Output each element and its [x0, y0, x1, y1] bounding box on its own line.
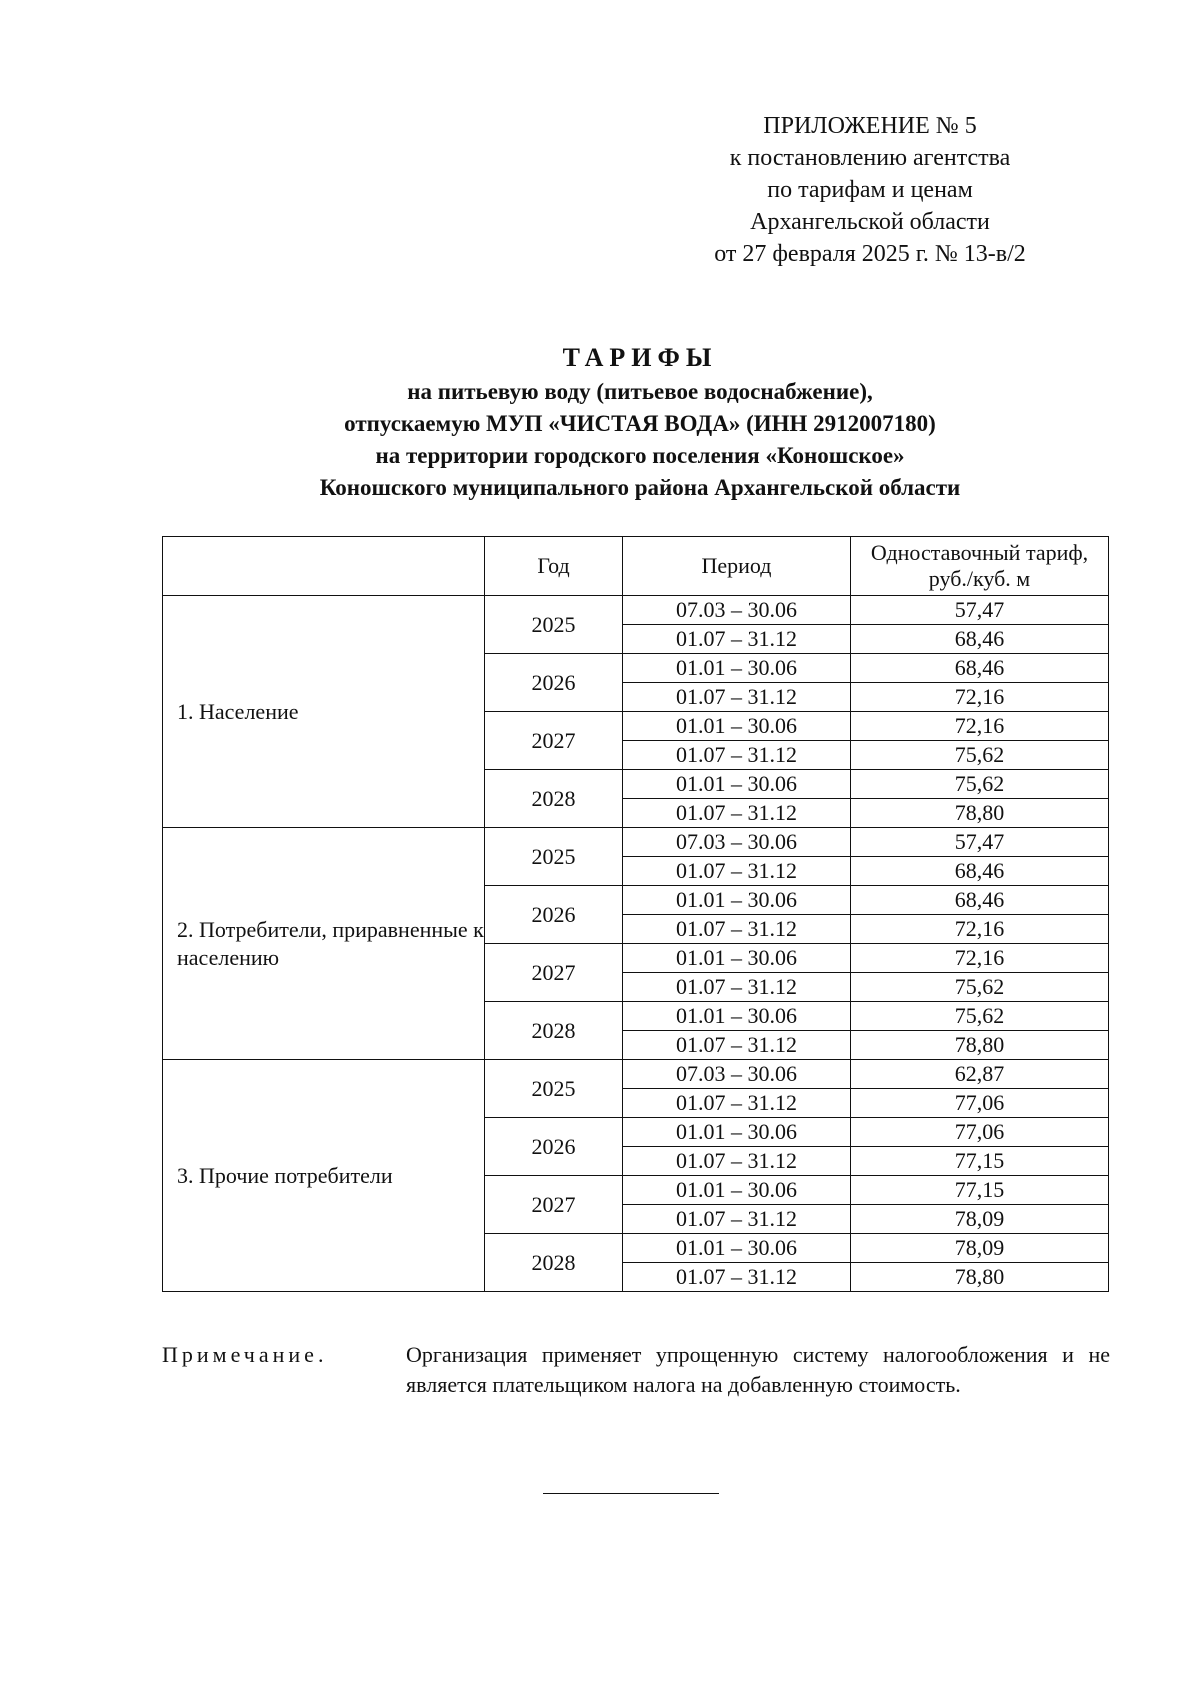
year-cell: 2027 [485, 944, 623, 1002]
period-cell: 01.01 – 30.06 [623, 1176, 851, 1205]
tariff-cell: 68,46 [851, 625, 1109, 654]
period-cell: 01.07 – 31.12 [623, 683, 851, 712]
appendix-header [660, 110, 1080, 270]
document-title [150, 340, 1130, 504]
period-cell: 01.01 – 30.06 [623, 1118, 851, 1147]
title-subline: на питьевую воду (питьевое водоснабжение), [407, 379, 873, 404]
period-cell: 01.07 – 31.12 [623, 1205, 851, 1234]
tariff-cell: 75,62 [851, 770, 1109, 799]
tariff-cell: 75,62 [851, 1002, 1109, 1031]
table-row [163, 596, 1109, 625]
appendix-line: от 27 февраля 2025 г. № 13-в/2 [714, 241, 1026, 267]
year-cell: 2026 [485, 1118, 623, 1176]
tariff-cell: 77,06 [851, 1089, 1109, 1118]
table-row [163, 1060, 1109, 1089]
period-cell: 01.01 – 30.06 [623, 944, 851, 973]
category-cell: 2. Потребители, приравненные к населению [163, 828, 485, 1060]
category-cell: 3. Прочие потребители [163, 1060, 485, 1292]
appendix-line: по тарифам и ценам [767, 177, 973, 203]
period-cell: 07.03 – 30.06 [623, 596, 851, 625]
period-cell: 01.07 – 31.12 [623, 1089, 851, 1118]
year-cell: 2025 [485, 828, 623, 886]
table-body [163, 596, 1109, 1292]
tariff-cell: 57,47 [851, 828, 1109, 857]
table-header-row [163, 537, 1109, 596]
tariff-cell: 75,62 [851, 741, 1109, 770]
year-cell: 2028 [485, 1234, 623, 1292]
title-main: ТАРИФЫ [562, 343, 718, 372]
header-period: Период [623, 537, 851, 596]
year-cell: 2025 [485, 1060, 623, 1118]
period-cell: 01.01 – 30.06 [623, 1234, 851, 1263]
period-cell: 01.07 – 31.12 [623, 741, 851, 770]
tariff-cell: 78,80 [851, 1031, 1109, 1060]
tariff-cell: 78,80 [851, 799, 1109, 828]
title-subline: Коношского муниципального района Архангельской области [319, 475, 961, 500]
year-cell: 2027 [485, 1176, 623, 1234]
year-cell: 2028 [485, 1002, 623, 1060]
period-cell: 01.07 – 31.12 [623, 1031, 851, 1060]
period-cell: 01.07 – 31.12 [623, 857, 851, 886]
tariff-cell: 72,16 [851, 683, 1109, 712]
tariff-cell: 75,62 [851, 973, 1109, 1002]
header-category [163, 537, 485, 596]
period-cell: 01.01 – 30.06 [623, 1002, 851, 1031]
header-tariff: Одноставочный тариф, руб./куб. м [851, 537, 1109, 596]
appendix-line: Архангельской области [750, 209, 990, 235]
table-row [163, 828, 1109, 857]
year-cell: 2025 [485, 596, 623, 654]
appendix-line: к постановлению агентства [729, 145, 1011, 171]
category-cell: 1. Население [163, 596, 485, 828]
tariff-cell: 72,16 [851, 712, 1109, 741]
appendix-line: ПРИЛОЖЕНИЕ № 5 [763, 113, 977, 139]
year-cell: 2026 [485, 886, 623, 944]
note-label: Примечание. [162, 1342, 328, 1367]
tariff-cell: 78,09 [851, 1234, 1109, 1263]
tariff-cell: 78,80 [851, 1263, 1109, 1292]
tariff-cell: 68,46 [851, 654, 1109, 683]
header-year: Год [485, 537, 623, 596]
period-cell: 01.01 – 30.06 [623, 886, 851, 915]
period-cell: 01.07 – 31.12 [623, 799, 851, 828]
period-cell: 01.07 – 31.12 [623, 625, 851, 654]
year-cell: 2027 [485, 712, 623, 770]
tariff-cell: 77,06 [851, 1118, 1109, 1147]
end-rule-divider [543, 1493, 719, 1494]
tariff-cell: 62,87 [851, 1060, 1109, 1089]
period-cell: 01.01 – 30.06 [623, 654, 851, 683]
tariff-cell: 77,15 [851, 1176, 1109, 1205]
period-cell: 07.03 – 30.06 [623, 1060, 851, 1089]
period-cell: 01.01 – 30.06 [623, 770, 851, 799]
year-cell: 2028 [485, 770, 623, 828]
period-cell: 01.07 – 31.12 [623, 915, 851, 944]
tariff-cell: 72,16 [851, 915, 1109, 944]
period-cell: 01.07 – 31.12 [623, 1263, 851, 1292]
tariff-cell: 72,16 [851, 944, 1109, 973]
period-cell: 01.07 – 31.12 [623, 1147, 851, 1176]
note-text: Организация применяет упрощенную систему налогообложения и не является плательщиком налога на добавленную стоимость. [406, 1342, 1110, 1397]
title-subline: на территории городского поселения «Коношское» [375, 443, 905, 468]
year-cell: 2026 [485, 654, 623, 712]
tariff-cell: 68,46 [851, 857, 1109, 886]
period-cell: 01.07 – 31.12 [623, 973, 851, 1002]
title-subline: отпускаемую МУП «ЧИСТАЯ ВОДА» (ИНН 2912007180) [344, 411, 936, 436]
period-cell: 07.03 – 30.06 [623, 828, 851, 857]
tariff-cell: 77,15 [851, 1147, 1109, 1176]
period-cell: 01.01 – 30.06 [623, 712, 851, 741]
tariff-cell: 68,46 [851, 886, 1109, 915]
tariff-cell: 57,47 [851, 596, 1109, 625]
tariff-cell: 78,09 [851, 1205, 1109, 1234]
tariff-table [162, 536, 1109, 1292]
